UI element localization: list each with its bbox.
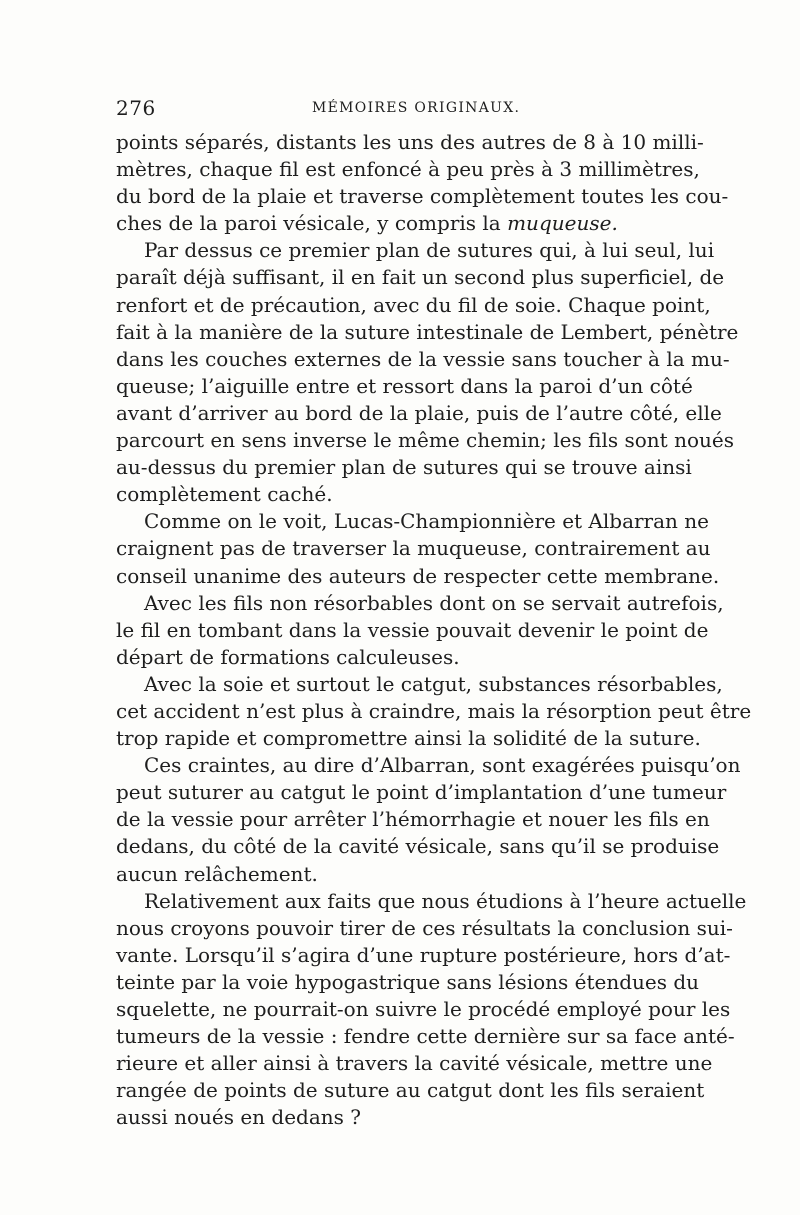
- text-line: [116, 264, 725, 291]
- line-text: avant d’arriver au bord de la plaie, puis de l’autre côté, elle: [116, 400, 722, 425]
- text-line: [116, 969, 700, 996]
- line-text: cet accident n’est plus à craindre, mais la résorption peut être: [116, 698, 752, 723]
- text-line: [116, 698, 752, 725]
- line-text: complètement caché.: [116, 482, 333, 507]
- text-line: [116, 563, 720, 590]
- line-text: Par dessus ce premier plan de sutures qui, à lui seul, lui: [144, 238, 715, 263]
- line-text: aussi noués en dedans ?: [116, 1105, 362, 1130]
- text-line: [116, 1050, 713, 1077]
- line-text: dedans, du côté de la cavité vésicale, sans qu’il se produise: [116, 834, 720, 859]
- text-line: [116, 508, 709, 535]
- text-line: [116, 183, 729, 210]
- line-text: queuse; l’aiguille entre et ressort dans la paroi d’un côté: [116, 373, 693, 398]
- text-line: [116, 129, 704, 156]
- line-text: trop rapide et compromettre ainsi la solidité de la suture.: [116, 726, 701, 751]
- text-line: [116, 725, 701, 752]
- text-line: [116, 481, 686, 508]
- line-text: vante. Lorsqu’il s’agira d’une rupture postérieure, hors d’at-: [116, 942, 731, 967]
- line-text: teinte par la voie hypogastrique sans lésions étendues du: [116, 969, 700, 994]
- line-text: Relativement aux faits que nous étudions à l’heure actuelle: [144, 888, 747, 913]
- text-line: [116, 400, 722, 427]
- text-line: [116, 292, 711, 319]
- line-text: de la vessie pour arrêter l’hémorrhagie et nouer les fils en: [116, 807, 710, 832]
- text-line: [116, 373, 693, 400]
- text-line: [116, 454, 692, 481]
- text-line: [116, 346, 730, 373]
- text-line: [116, 1077, 705, 1104]
- line-text: points séparés, distants les uns des autres de 8 à 10 milli-: [116, 130, 704, 154]
- text-line: [116, 535, 711, 562]
- text-line: [116, 1104, 686, 1131]
- line-text: fait à la manière de la suture intestinale de Lembert, pénètre: [116, 319, 739, 344]
- text-line: [116, 942, 731, 969]
- text-line: [116, 644, 686, 671]
- text-line: [116, 590, 724, 617]
- line-text: au-dessus du premier plan de sutures qui se trouve ainsi: [116, 455, 692, 480]
- text-line: [116, 210, 686, 237]
- line-text: Ces craintes, au dire d’Albarran, sont exagérées puisqu’on: [144, 753, 741, 778]
- body-text: [116, 129, 752, 1131]
- text-line: [116, 237, 715, 264]
- line-text: peut suturer au catgut le point d’implantation d’une tumeur: [116, 780, 727, 805]
- line-text: craignent pas de traverser la muqueuse, contrairement au: [116, 536, 711, 561]
- line-text: du bord de la plaie et traverse complètement toutes les cou-: [116, 184, 729, 209]
- text-line: [116, 156, 700, 183]
- text-line: [116, 779, 727, 806]
- line-text: squelette, ne pourrait-on suivre le procédé employé pour les: [116, 997, 731, 1021]
- line-text: Avec les fils non résorbables dont on se servait autrefois,: [144, 590, 724, 615]
- text-line: [116, 752, 741, 779]
- text-line: [116, 617, 709, 644]
- text-line: [116, 1023, 735, 1050]
- running-head: [116, 96, 696, 126]
- line-italic-text: muqueuse.: [507, 211, 618, 236]
- line-text: ches de la paroi vésicale, y compris la: [116, 211, 508, 236]
- text-line: [116, 861, 686, 888]
- line-text: nous croyons pouvoir tirer de ces résultats la conclusion sui-: [116, 915, 733, 940]
- line-text: tumeurs de la vessie : fendre cette dernière sur sa face anté-: [116, 1024, 735, 1049]
- text-line: [116, 996, 731, 1023]
- line-text: rieure et aller ainsi à travers la cavité vésicale, mettre une: [116, 1051, 713, 1076]
- line-text: paraît déjà suffisant, il en fait un second plus superficiel, de: [116, 265, 725, 290]
- text-line: [116, 319, 739, 346]
- line-text: rangée de points de suture au catgut dont les fils seraient: [116, 1078, 705, 1103]
- line-text: dans les couches externes de la vessie sans toucher à la mu-: [116, 346, 730, 371]
- line-text: Comme on le voit, Lucas-Championnière et Albarran ne: [144, 509, 709, 534]
- line-text: aucun relâchement.: [116, 861, 318, 886]
- line-text: mètres, chaque fil est enfoncé à peu près à 3 millimètres,: [116, 157, 700, 182]
- text-line: [116, 833, 720, 860]
- line-text: départ de formations calculeuses.: [116, 644, 460, 669]
- running-title: MÉMOIRES ORIGINAUX.: [312, 100, 521, 116]
- text-line: [116, 806, 710, 833]
- line-text: renfort et de précaution, avec du fil de soie. Chaque point,: [116, 292, 711, 317]
- line-text: conseil unanime des auteurs de respecter cette membrane.: [116, 563, 720, 588]
- page-number: 276: [116, 96, 156, 120]
- line-text: Avec la soie et surtout le catgut, substances résorbables,: [144, 671, 723, 696]
- line-text: parcourt en sens inverse le même chemin; les fils sont noués: [116, 428, 734, 453]
- line-text: le fil en tombant dans la vessie pouvait devenir le point de: [116, 617, 709, 642]
- text-line: [116, 671, 723, 698]
- text-line: [116, 888, 747, 915]
- text-line: [116, 915, 733, 942]
- text-line: [116, 427, 734, 454]
